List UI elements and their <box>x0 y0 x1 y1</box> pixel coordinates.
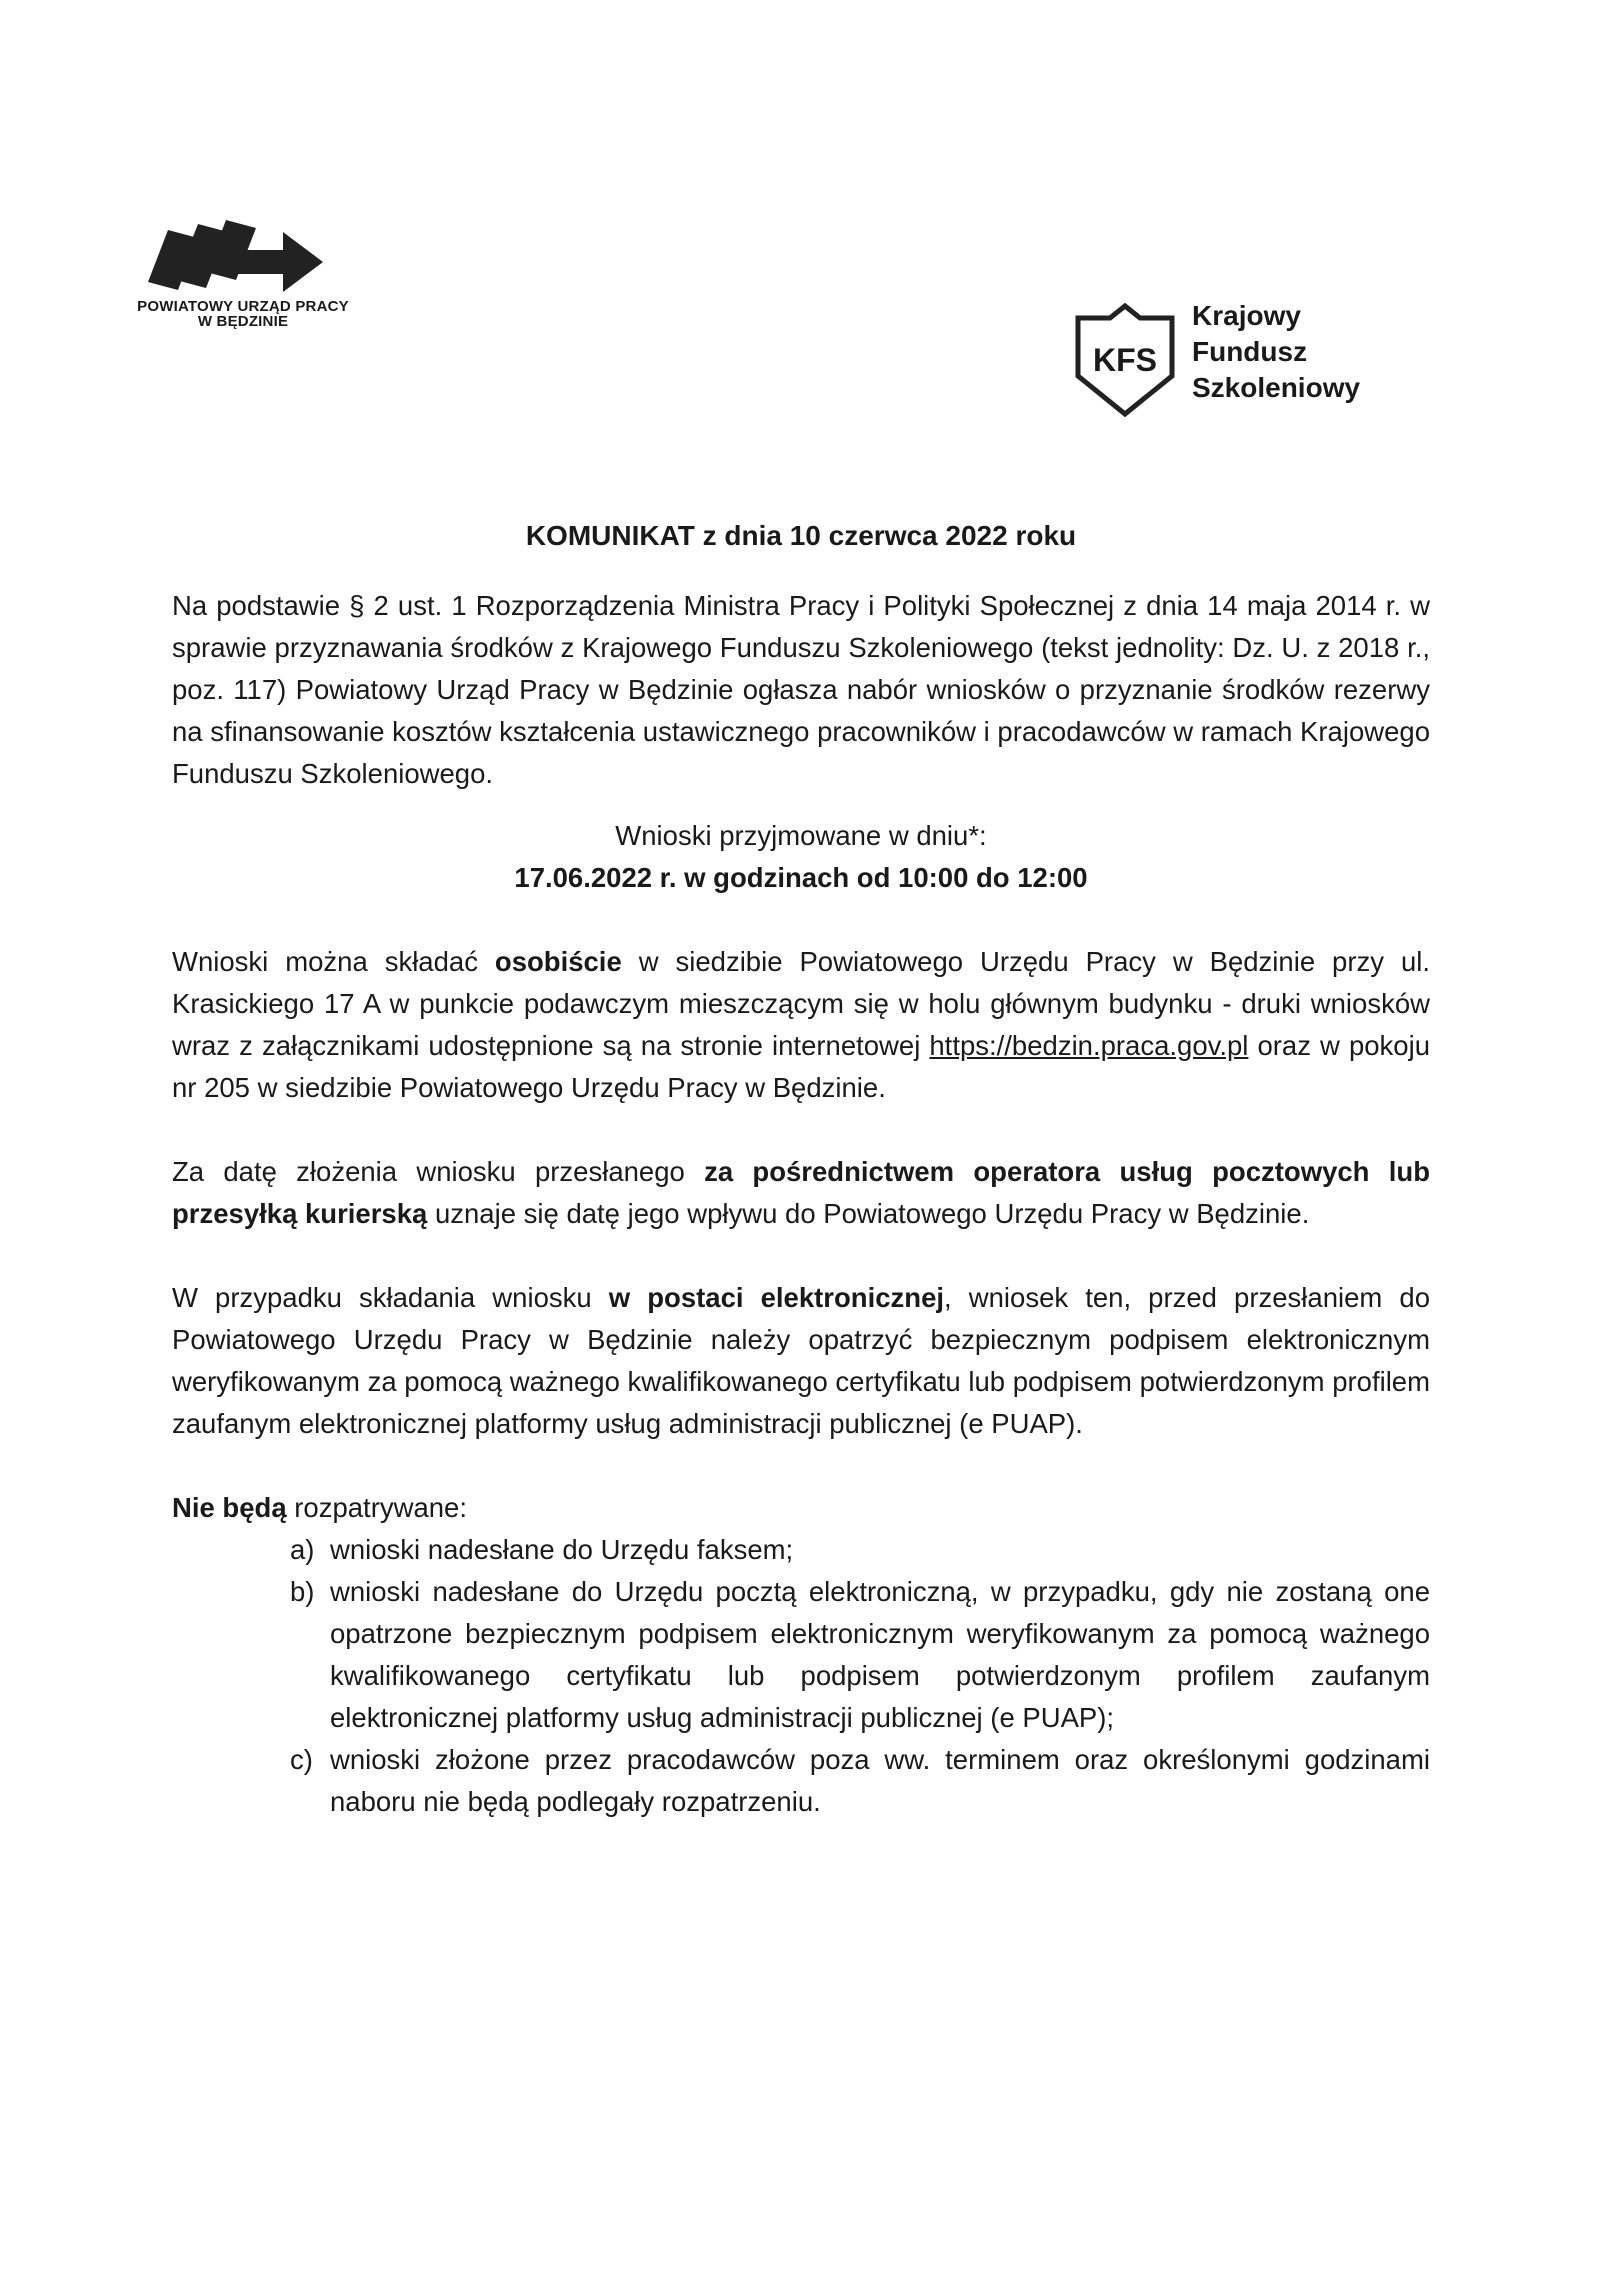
p2-a: Za datę złożenia wniosku przesłanego <box>172 1156 705 1187</box>
kfs-word-3: Szkoleniowy <box>1192 372 1361 403</box>
submission-paragraph <box>172 941 1430 1109</box>
list-marker: b) <box>290 1576 315 1607</box>
kfs-word-1: Krajowy <box>1192 300 1301 331</box>
pup-arrow-logo-icon <box>128 210 328 295</box>
list-item <box>172 1739 1430 1823</box>
list-item <box>172 1571 1430 1739</box>
postal-paragraph <box>172 1151 1430 1235</box>
accept-date: 17.06.2022 r. <box>514 862 677 893</box>
list-item-text: wnioski nadesłane do Urzędu pocztą elektroniczną, w przypadku, gdy nie zostaną one opatrzone bezpiecznym podpisem elektronicznym weryfikowanym za pomocą ważnego kwalifikowanego certyfikatu lub podpisem potwierdzonym profilem zaufanym elektronicznej platformy usług administracji publicznej (e PUAP); <box>330 1576 1430 1733</box>
pup-logo <box>118 210 368 329</box>
document-title: KOMUNIKAT z dnia 10 czerwca 2022 roku <box>525 520 1077 551</box>
p1-c: w siedzibie Powiatowego Urzędu Pracy w Będzinie przy ul. Krasickiego 17 A w punkcie podawczym mieszczącym się w holu głównym budynku - druki wniosków wraz z załącznikami udostępnione są na stronie internetowej <box>172 946 1430 1061</box>
kfs-badge <box>1070 300 1180 420</box>
accept-label: Wnioski przyjmowane w dniu*: <box>615 820 987 851</box>
kfs-abbreviation: KFS <box>1093 342 1157 378</box>
list-item-text: wnioski nadesłane do Urzędu faksem; <box>330 1534 794 1565</box>
pup-logo-line1: POWIATOWY URZĄD PRACY <box>137 298 349 315</box>
pup-logo-line2: W BĘDZINIE <box>197 313 289 330</box>
rejected-b: rozpatrywane: <box>286 1492 467 1523</box>
rejected-heading <box>172 1487 1430 1529</box>
p3-c: , wniosek ten, przed przesłaniem do Powiatowego Urzędu Pracy w Będzinie należy opatrzyć bezpiecznym podpisem elektronicznym weryfikowanym za pomocą ważnego kwalifikowanego certyfikatu lub podpisem potwierdzonym profilem zaufanym elektronicznej platformy usług administracji publicznej (e PUAP). <box>172 1282 1430 1439</box>
p3-b: w postaci elektronicznej <box>608 1282 945 1313</box>
rejected-list <box>172 1529 1430 1823</box>
p1-b: osobiście <box>494 946 622 977</box>
list-item <box>172 1529 1430 1571</box>
p3-a: W przypadku składania wniosku <box>172 1282 609 1313</box>
kfs-logo <box>1070 300 1360 420</box>
p1-a: Wnioski można składać <box>172 946 495 977</box>
accept-datetime <box>172 857 1430 899</box>
list-item-text: wnioski złożone przez pracodawców poza ww. terminem oraz określonymi godzinami naboru nie będą podlegały rozpatrzeniu. <box>330 1744 1430 1817</box>
kfs-word-2: Fundusz <box>1192 336 1308 367</box>
intro-paragraph: Na podstawie § 2 ust. 1 Rozporządzenia Ministra Pracy i Polityki Społecznej z dnia 14 maja 2014 r. w sprawie przyznawania środków z Krajowego Funduszu Szkoleniowego (tekst jednolity: Dz. U. z 2018 r., poz. 117) Powiatowy Urząd Pracy w Będzinie ogłasza nabór wniosków o przyznanie środków rezerwy na sfinansowanie kosztów kształcenia ustawicznego pracowników i pracodawców w ramach Krajowego Funduszu Szkoleniowego. <box>172 590 1430 789</box>
kfs-logo-words <box>1192 298 1360 406</box>
website-link[interactable]: https://bedzin.praca.gov.pl <box>929 1030 1249 1061</box>
list-marker: a) <box>290 1534 315 1565</box>
list-marker: c) <box>290 1744 313 1775</box>
p2-c: uznaje się datę jego wpływu do Powiatowego Urzędu Pracy w Będzinie. <box>427 1198 1310 1229</box>
document-body <box>172 515 1430 1823</box>
rejected-a: Nie będą <box>172 1492 287 1523</box>
p1-d: oraz w pokoju nr 205 w siedzibie Powiatowego Urzędu Pracy w Będzinie. <box>172 1030 1430 1103</box>
electronic-paragraph <box>172 1277 1430 1445</box>
p2-b: za pośrednictwem operatora usług pocztowych lub przesyłką kurierską <box>172 1156 1430 1229</box>
pup-logo-text <box>118 299 368 329</box>
accept-hours: w godzinach od 10:00 do 12:00 <box>684 862 1088 893</box>
